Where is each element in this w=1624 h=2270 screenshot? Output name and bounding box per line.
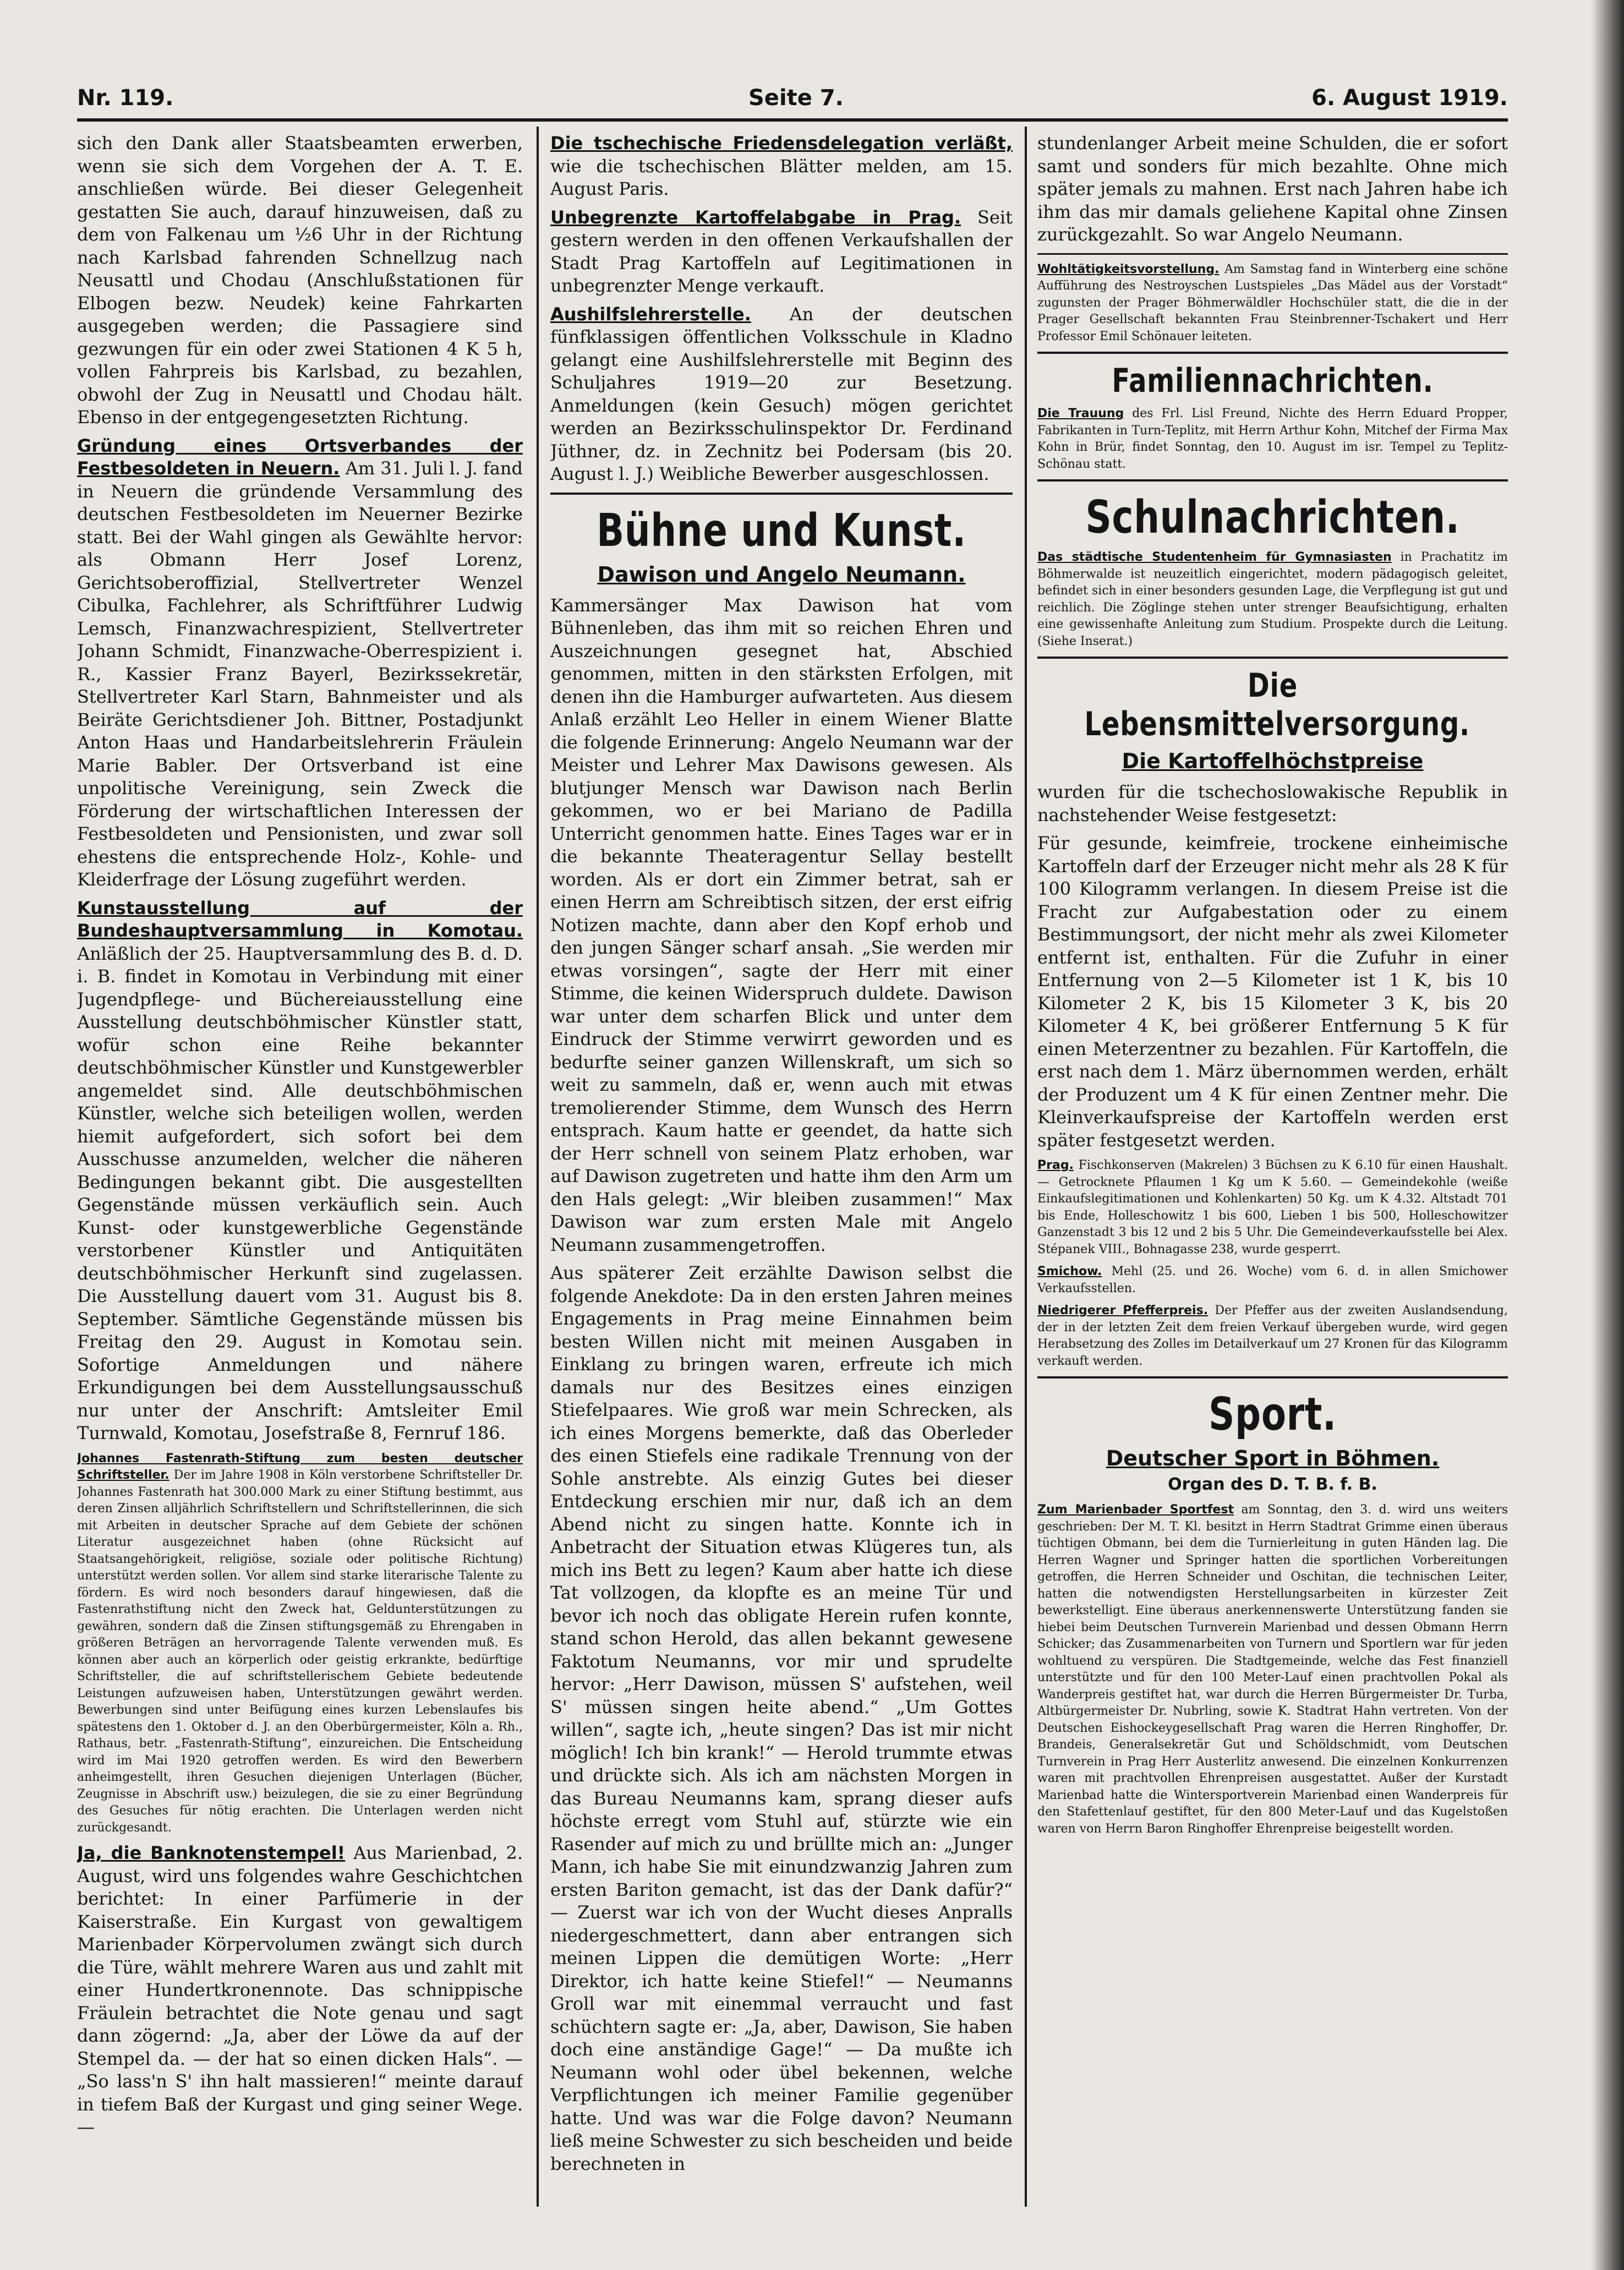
article-prag: Prag. Fischkonserven (Makrelen) 3 Büchsen zu K 6.10 für einen Haushalt. — Getrocknete Pflaumen 1 Kg um K 5.60. — Gemeindekohle (weiße Einkaufslegitimationen und Kohlenkarten) 50 Kg. um K 4.32. Altstadt 701 bis Ende, Holleschowitz 1 bis 600, Lieben 1 bis 500, Holleschowitzer Ganzenstadt 3 bis 12 und 2 bis 5 Uhr. Die Gemeindeverkaufsstelle bei Alex. Stépanek VIII., Bohnagasse 238, wurde gesperrt. (1037, 1158, 1508, 1256)
article-kunstausstellung: Kunstausstellung auf der Bundeshauptversammlung in Komotau. Anläßlich der 25. Hauptversammlung des B. d. D. i. B. findet in Komotau in Verbindung mit einer Jugendpflege- und Büchereiausstellung eine Ausstellung deutschböhmischer Künstler statt, wofür schon eine Reihe bekannter deutschböhmischer Künstler und Kunstgewerbler angemeldet sind. Alle deutschböhmischen Künstler, welche sich beteiligen wollen, werden hiemit aufgefordert, sich sofort bei dem Ausschusse anzumelden, welcher die näheren Bedingungen bekannt gibt. Die ausgestellten Gegenstände müssen verkäuflich sein. Auch Kunst- oder kunstgewerbliche Gegenstände verstorbener Künstler und Antiquitäten deutschböhmischer Herkunft sind zugelassen. Die Ausstellung dauert vom 31. August bis 8. September. Sämtliche Gegenstände müssen bis Freitag den 29. August in Komotau sein. Sofortige Anmeldungen und nähere Erkundigungen bei dem Ausstellungsausschuß nur unter der Anschrift: Amtsleiter Emil Turnwald, Komotau, Josefstraße 8, Fernruf 186. (77, 897, 523, 1443)
section-rule (1037, 1376, 1508, 1379)
article-headline: Smichow. (1037, 1265, 1102, 1278)
column-3 (1037, 132, 1508, 2223)
column-divider (1025, 127, 1027, 2207)
article-headline: Niedrigerer Pfefferpreis. (1037, 1304, 1209, 1317)
article-ortsverband: Gründung eines Ortsverbandes der Festbesoldeten in Neuern. Am 31. Juli l. J. fand in Neuern die gründende Versammlung des deutschen Festbesoldeten im Neuerner Bezirke statt. Bei der Wahl gingen als Gewählte hervor: als Obmann Herr Josef Lorenz, Gerichtsoberoffizial, Stellvertreter Wenzel Cibulka, Fachlehrer, als Schriftführer Ludwig Lemsch, Finanzwachrespizient, Stellvertreter Johann Schmidt, Finanzwache-Oberrespizient i. R., Kassier Franz Bayerl, Bezirkssekretär, Stellvertreter Karl Starn, Bahnmeister und als Beiräte Gerichtsdiener Joh. Bittner, Postadjunkt Anton Haas und Handarbeitslehrerin Fräulein Marie Babler. Der Ortsverband ist eine unpolitische Vereinigung, sein Zweck die Förderung der wirtschaftlichen Interessen der Festbesoldeten und Pensionisten, und zwar soll ehestens die entsprechende Holz-, Kohle- und Kleiderfrage der Lösung zugeführt werden. (77, 435, 523, 890)
header-rule (77, 118, 1508, 122)
article-dawison-part2: Aus späterer Zeit erzählte Dawison selbst die folgende Anekdote: Da in den ersten Jahren meines Engagements in Prag meine Einnahmen beim besten Willen nicht mit meinen Ausgaben in Einklang zu bringen waren, erfreute ich mich damals nur des Besitzes eines einzigen Stiefelpaares. Wie groß war mein Schrecken, als ich eines Morgens bemerkte, daß das Oberleder des einen Stiefels eine radikale Trennung von der Sohle anstrebte. Als einzig Gutes bei dieser Entdeckung erschien mir nur, daß ich an dem Abend nicht zu singen hatte. Konnte ich in Anbetracht der Situation etwas Klügeres tun, als mich ins Bett zu legen? Kaum aber hatte ich diese Tat vollzogen, da klopfte es an meine Tür und bevor ich noch das obligate Herein rufen konnte, stand schon Herold, das allen bekannt gewesene Faktotum Neumanns, vor mir und sprudelte hervor: „Herr Dawison, müssen S' aufstehen, weil S' müssen singen heite abend.“ „Um Gottes willen“, sagte ich, „heute singen? Das ist mir nicht möglich! Ich bin krank!“ — Herold trummte etwas und drückte sich. Als ich am nächsten Morgen in das Bureau Neumanns kam, sprang dieser aufs höchste erregt vom Stuhl auf, stürzte wie ein Rasender auf mich zu und brüllte mich an: „Junger Mann, ich habe Sie mit einundzwanzig Jahren zum ersten Bariton gemacht, ist das der Dank dafür?“ — Zuerst war ich von der Wucht dieses Anpralls niedergeschmettert, dann aber entrangen sich meinen Lippen die demütigen Worte: „Herr Direktor, ich hatte keine Stiefel!“ — Neumanns Groll war mit einemmal verraucht und fast schüchtern sagte er: „Ja, aber, Dawison, Sie haben doch eine anständige Gage!“ — Da mußte ich Neumann wohl oder übel bekennen, welche Verpflichtungen ich meiner Familie gegenüber hatte. Und was war die Folge davon? Neumann ließ meine Schwester zu sich bescheiden und beide berechneten in (550, 1262, 1013, 2174)
article-headline: Ja, die Banknotenstempel! (77, 1842, 346, 1863)
article-headline: Aushilfslehrerstelle. (550, 303, 751, 325)
article-railway-tickets: sich den Dank aller Staatsbeamten erwerben, wenn sie sich dem Vorgehen der A. T. E. anschließen würde. Bei dieser Gelegenheit gestatten Sie auch, darauf hinzuweisen, daß zu dem von Falkenau um ½6 Uhr in der Richtung nach Karlsbad fahrenden Schnellzug nach Neusattl und Chodau (Anschlußstationen für Elbogen bezw. Neudek) keine Fahrkarten ausgegeben werden; die Passagiere sind gezwungen für ein oder zwei Stationen 4 K 5 h, vollen Fahrpreis bis Karlsbad, zu bezahlen, obwohl der Zug in Neusattl und Chodau hält. Ebenso in der entgegengesetzten Richtung. (77, 133, 523, 428)
section-title-sport: Sport. (1209, 1388, 1337, 1441)
page-number: Seite 7. (748, 85, 844, 111)
article-kartoffelabgabe: Unbegrenzte Kartoffelabgabe in Prag. Seit gestern werden in den offenen Verkaufshallen der Stadt Prag Kartoffeln auf Legitimationen in unbegrenzter Menge verkauft. (550, 206, 1013, 296)
section-title-lebensmittel: Die Lebensmittelversorgung. (1084, 666, 1470, 743)
issue-number: Nr. 119. (77, 85, 174, 111)
article-title-kartoffel: Die Kartoffelhöchstpreise (1122, 749, 1424, 773)
article-studentenheim: Das städtische Studentenheim für Gymnasiasten in Prachatitz im Böhmerwalde ist neuzeitlich eingerichtet, modern pädagogisch geleitet, befindet sich in einer besonders gesunden Lage, die Verpflegung ist gut und reichlich. Die Zöglinge stehen unter strenger Beaufsichtigung, erhalten eine gewissenhafte Anleitung zum Studium. Prospekte durch die Leitung. (Siehe Inserat.) (1037, 550, 1508, 648)
article-aushilfslehrer: Aushilfslehrerstelle. An der deutschen fünfklassigen öffentlichen Volksschule in Kladno gelangt eine Aushilfslehrerstelle mit Beginn des Schuljahres 1919—20 zur Besetzung. Anmeldungen (kein Gesuch) mögen gerichtet werden an Bezirksschulinspektor Dr. Ferdinand Jüthner, dz. in Zechnitz bei Podersam (bis 20. August l. J.) Weibliche Bewerber ausgeschlossen. (550, 303, 1013, 484)
article-pfefferpreis: Niedrigerer Pfefferpreis. Der Pfeffer aus der zweiten Auslandsendung, der in der letzten Zeit dem freien Verkauf übergeben wurde, wird gegen Herabsetzung des Zolles im Detailverkauf um 27 Kronen für das Kilogramm verkauft werden. (1037, 1304, 1508, 1368)
article-headline: Zum Marienbader Sportfest (1037, 1503, 1234, 1517)
article-title-deutscher-sport: Deutscher Sport in Böhmen. (1106, 1446, 1440, 1470)
article-headline: Das städtische Studentenheim für Gymnasiasten (1037, 550, 1392, 564)
article-headline: Prag. (1037, 1158, 1074, 1172)
article-dawison-part1: Kammersänger Max Dawison hat vom Bühnenleben, das ihm mit so reichen Ehren und Auszeichnungen gesegnet hat, Abschied genommen, mitten in den stärksten Erfolgen, mit denen ihn die Hamburger aufwarteten. Aus diesem Anlaß erzählt Leo Heller in einem Wiener Blatte die folgende Erinnerung: Angelo Neumann war der Meister und Lehrer Max Dawisons gewesen. Als blutjunger Mensch war Dawison nach Berlin gekommen, wo er bei Mariano de Padilla Unterricht genommen hatte. Eines Tages war er in die bekannte Theateragentur Sellay bestellt worden. Als er dort ein Zimmer betrat, sah er einen Herrn am Schreibtisch sitzen, der erst eifrig Notizen machte, dann aber den Kopf erhob und den jungen Sänger scharf ansah. „Sie werden mir etwas vorsingen“, sagte der Herr mit einer Stimme, die keinen Widerspruch duldete. Dawison war unter dem scharfen Blick und unter dem Eindruck der Stimme verwirrt geworden und es bedurfte seiner ganzen Willenskraft, um sich so weit zu sammeln, daß er, wenn auch mit etwas tremolierender Stimme, dem Wunsch des Herrn entsprach. Kaum hatte er geendet, da hatte sich der Herr schnell von seinem Platz erhoben, war auf Dawison zugetreten und hatte ihm den Arm um den Hals gelegt: „Wir bleiben zusammen!“ Max Dawison war zum ersten Male mit Angelo Neumann zusammengetroffen. (550, 594, 1013, 1255)
article-friedensdelegation: Die tschechische Friedensdelegation verläßt, wie die tschechischen Blätter melden, am 15. August Paris. (550, 133, 1013, 199)
section-title-schul: Schulnachrichten. (1085, 491, 1460, 544)
article-headline: Die tschechische Friedensdelegation verläßt, (550, 133, 1013, 154)
article-trauung: Die Trauung des Frl. Lisl Freund, Nichte des Herrn Eduard Propper, Fabrikanten in Turn-Teplitz, mit Herrn Arthur Kohn, Mitchef der Firma Max Kohn in Brür, findet Sonntag, den 10. August im isr. Tempel zu Teplitz-Schönau statt. (1037, 407, 1508, 471)
article-headline: Gründung eines Ortsverbandes der Festbesoldeten in Neuern. (77, 435, 523, 479)
article-sportfest: Zum Marienbader Sportfest am Sonntag, den 3. d. wird uns weiters geschrieben: Der M. T. Kl. besitzt in Herrn Stadtrat Grimme einen überaus tüchtigen Obmann, bei dem die Turnierleitung in guten Händen lag. Die Herren Wagner und Springer hatten die sportlichen Vorbereitungen getroffen, die Herren Schneider und Oschitan, die technischen Leiter, hatten die notwendigsten Herstellungsarbeiten in kürzester Zeit bewerkstelligt. Eine überaus anerkennenswerte Unterstützung fanden sie hiebei beim Deutschen Turnverein Marienbad und dessen Obmann Herrn Schicker; das Zusammenarbeiten von Turnern und Sportlern war für jeden wohltuend zu verspüren. Die Stadtgemeinde, welche das Fest finanziell unterstützte und für den 100 Meter-Lauf einen prachtvollen Pokal als Wanderpreis gestiftet hat, war durch die Herren Bürgermeister Dr. Turba, Altbürgermeister Dr. Nubrling, sowie K. Stadtrat Hahn vertreten. Von der Deutschen Eishockeygesellschaft Prag waren die Herren Ringhoffer, Dr. Brandeis, Generalsekretär Gut und Schöldschmidt, vom Deutschen Turnverein in Prag Herr Austerlitz anwesend. Die einzelnen Konkurrenzen waren mit prachtvollen Ehrenpreisen ausgestattet. Außer der Kurstadt Marienbad hatte die Wintersportverein Marienbad einen Wanderpreis für den Stafettenlauf gestiftet, für den 800 Meter-Lauf und das Kugelstoßen waren von Herrn Baron Ringhoffer Ehrenpreise beigestellt worden. (1037, 1503, 1508, 1836)
article-headline: Johannes Fastenrath-Stiftung zum besten deutscher Schriftsteller. (77, 1451, 523, 1482)
section-rule (550, 493, 1013, 495)
article-headline: Die Trauung (1037, 407, 1124, 420)
column-2 (550, 132, 1013, 2223)
article-kartoffel-intro: wurden für die tschechoslowakische Republik in nachstehender Weise festgesetzt: (1037, 781, 1508, 825)
section-title-buehne: Bühne und Kunst. (597, 504, 966, 557)
section-rule (1037, 352, 1508, 354)
column-1 (77, 132, 523, 2223)
article-fastenrath: Johannes Fastenrath-Stiftung zum besten deutscher Schriftsteller. Der im Jahre 1908 in Köln verstorbene Schriftsteller Dr. Johannes Fastenrath hat 300.000 Mark zu einer Stiftung bestimmt, aus deren Zinsen alljährlich Schriftstellern und Schriftstellerinnen, die sich mit Arbeiten in deutscher Sprache auf dem Gebiete der schönen Literatur ausgezeichnet haben (ohne Rücksicht auf Staatsangehörigkeit, religiöse, soziale oder politische Richtung) unterstützt werden sollen. Vor allem sind starke literarische Talente zu fördern. Es wird noch besonders darauf hingewiesen, daß die Fastenrathstiftung nicht den Zweck hat, Geldunterstützungen zu gewähren, sondern daß die Zinsen stiftungsgemäß zu Ehrengaben in größeren Beträgen an hervorragende Talente verwenden muß. Es können aber auch an körperlich oder geistig erkrankte, bedürftige Schriftsteller, die auf schriftstellerischem Gebiete bedeutende Leistungen aufzuweisen haben, Unterstützungen gewährt werden. Bewerbungen sind unter Beifügung eines kurzen Lebenslaufes bis spätestens den 1. Oktober d. J. an den Oberbürgermeister, Köln a. Rh., Rathaus, betr. „Fastenrath-Stiftung“, einzureichen. Die Entscheidung wird im Mai 1920 getroffen werden. Es wird den Bewerbern anheimgestellt, ihren Gesuchen diejenigen Unterlagen (Bücher, Zeugnisse in Abschrift usw.) beizulegen, die sie zu einer Begründung des Gesuches für nötig erachten. Die Unterlagen werden nicht zurückgesandt. (77, 1451, 523, 1835)
article-banknotenstempel: Ja, die Banknotenstempel! Aus Marienbad, 2. August, wird uns folgendes wahre Geschichtchen berichtet: In einer Parfümerie in der Kaiserstraße. Ein Kurgast von gewaltigem Marienbader Körpervolumen zwängt sich durch die Türe, wählt mehrere Waren aus und zahlt mit einer Hundertkronennote. Das schnippische Fräulein betrachtet die Note genau und sagt dann zögernd: „Ja, aber der Löwe da auf der Stempel da. — der hat so einen dicken Hals“. — „So lass'n S' ihn halt massieren!“ meinte darauf in tiefem Baß der Kurgast und ging seiner Wege. — (77, 1842, 523, 2137)
section-rule (1037, 479, 1508, 482)
section-title-familien: Familiennachrichten. (1112, 362, 1434, 400)
article-smichow: Smichow. Mehl (25. und 26. Woche) vom 6. d. in allen Smichower Verkaufsstellen. (1037, 1265, 1508, 1295)
article-kartoffel-body: Für gesunde, keimfreie, trockene einheimische Kartoffeln darf der Erzeuger nicht mehr als 28 K für 100 Kilogramm verlangen. In diesem Preise ist die Fracht zur Aufgabestation oder zu einem Bestimmungsort, der nicht mehr als zwei Kilometer entfernt ist, enthalten. Für die Zufuhr in einer Entfernung von 2—5 Kilometer ist 1 K, bis 10 Kilometer 2 K, bis 15 Kilometer 3 K, bis 20 Kilometer 4 K, bei größerer Entfernung 5 K für einen Meterzentner zu bezahlen. Für Kartoffeln, die erst nach dem 1. März übernommen werden, erhält der Produzent um 4 K für einen Zentner mehr. Die Kleinverkaufspreise der Kartoffeln werden erst später festgesetzt werden. (1037, 833, 1508, 1151)
article-subtitle-organ: Organ des D. T. B. f. B. (1168, 1475, 1377, 1494)
page-header (77, 85, 1508, 118)
scan-edge-shadow (1591, 0, 1624, 2270)
column-divider (537, 127, 539, 2207)
article-wohltaetigkeit: Wohltätigkeitsvorstellung. Am Samstag fand in Winterberg eine schöne Aufführung des Nestroyschen Lustspieles „Das Mädel aus der Vorstadt“ zugunsten der Prager Böhmerwäldler Hochschüler statt, die die in der Prager Gesellschaft bekannten Frau Steinbrenner-Tschakert und Herr Professor Emil Schönauer leiteten. (1037, 262, 1508, 343)
article-dawison-continued: stundenlanger Arbeit meine Schulden, die er sofort samt und sonders für mich bezahlte. Ohne mich später jemals zu mahnen. Erst nach Jahren habe ich ihm das mir damals geliehene Kapital ohne Zinsen zurückgezahlt. So war Angelo Neumann. (1037, 133, 1508, 245)
article-headline: Wohltätigkeitsvorstellung. (1037, 262, 1220, 276)
issue-date: 6. August 1919. (1311, 85, 1508, 111)
section-rule (1037, 657, 1508, 659)
article-headline: Kunstausstellung auf der Bundeshauptversammlung in Komotau. (77, 897, 523, 941)
article-rule (1037, 253, 1508, 255)
article-title-dawison: Dawison und Angelo Neumann. (597, 562, 966, 587)
article-headline: Unbegrenzte Kartoffelabgabe in Prag. (550, 206, 961, 228)
